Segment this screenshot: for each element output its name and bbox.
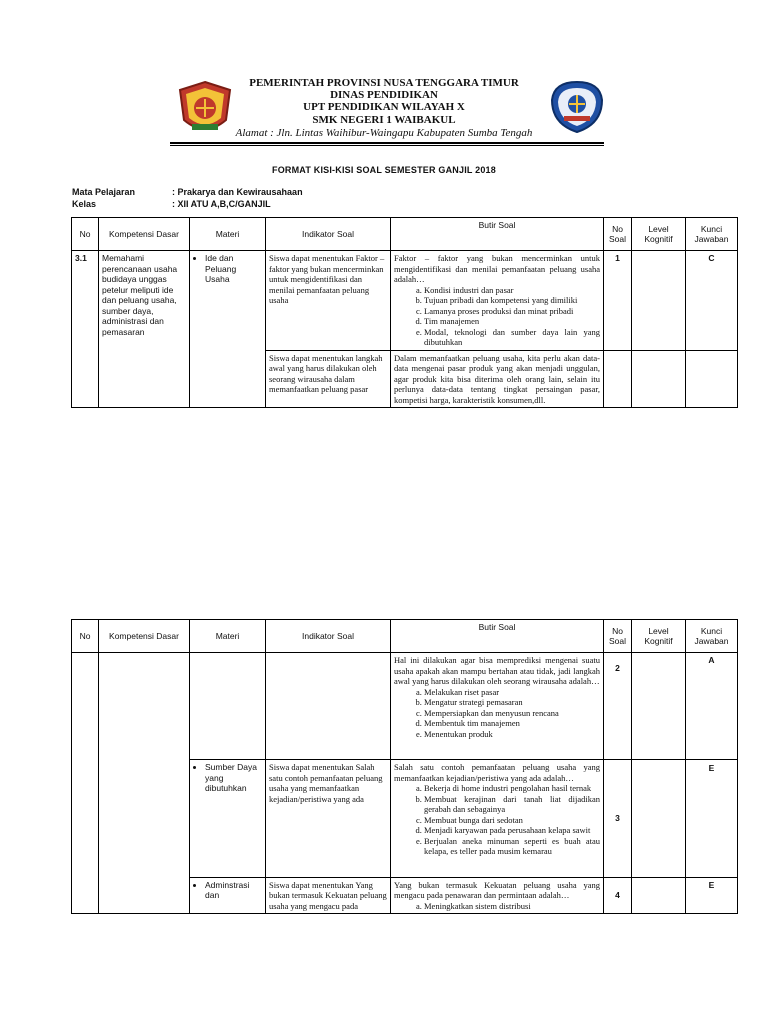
option-d: d. Menjadi karyawan pada perusahaan kelapa sawit xyxy=(424,825,600,836)
subject-value: : Prakarya dan Kewirausahaan xyxy=(172,187,303,197)
row-indikator: Siswa dapat menentukan Faktor – faktor yang bukan mencerminkan untuk mengidentifikasi dan menilai pemanfaatan peluang usaha xyxy=(266,251,391,351)
table-header-row xyxy=(72,218,738,251)
row-kunci: A xyxy=(686,653,738,760)
option-a: a. Melakukan riset pasar xyxy=(424,687,600,698)
option-c: c. Membuat bunga dari sedotan xyxy=(424,815,600,826)
question-stem: Hal ini dilakukan agar bisa memprediksi mengenai suatu usaha apakah akan mampu bertahan atau tidak, jadi langkah awal yang harus dilakukan oleh seorang wirausaha adalah… xyxy=(394,655,600,686)
table-row xyxy=(72,251,738,351)
materi-item: • Adminstrasi dan xyxy=(205,880,262,901)
subject-label: Mata Pelajaran xyxy=(72,187,136,197)
col-no-soal: No Soal xyxy=(604,620,632,653)
col-butir-soal: Butir Soal xyxy=(391,218,604,251)
row-level xyxy=(632,350,686,408)
row-indikator: Siswa dapat menentukan Yang bukan termasuk Kekuatan peluang usaha yang mengacu pada xyxy=(266,877,391,914)
row-no-soal: 4 xyxy=(604,877,632,914)
option-c: c. Mempersiapkan dan menyusun rencana xyxy=(424,708,600,719)
row-level xyxy=(632,251,686,351)
row-level xyxy=(632,653,686,760)
row-indikator: Siswa dapat menentukan langkah awal yang harus dilakukan oleh seorang wirausaha dalam memanfaatkan peluang pasar xyxy=(266,350,391,408)
option-d: d. Membentuk tim manajemen xyxy=(424,718,600,729)
col-level-kognitif: Level Kognitif xyxy=(632,218,686,251)
option-b: b. Tujuan pribadi dan kompetensi yang dimiliki xyxy=(424,295,600,306)
col-level-kognitif: Level Kognitif xyxy=(632,620,686,653)
materi-item: • Ide dan Peluang Usaha xyxy=(205,253,262,285)
header-rule-thin xyxy=(170,145,604,146)
option-e: e. Berjualan aneka minuman seperti es buah atau kelapa, es teller pada musim kemarau xyxy=(424,836,600,857)
col-kunci: Kunci Jawaban xyxy=(686,620,738,653)
row-no-soal: 1 xyxy=(604,251,632,351)
header-address: Alamat : Jln. Lintas Waihibur-Waingapu Kabupaten Sumba Tengah xyxy=(235,127,533,139)
header-unit: UPT PENDIDIKAN WILAYAH X xyxy=(303,101,465,113)
col-kompetensi-dasar: Kompetensi Dasar xyxy=(99,620,190,653)
row-level xyxy=(632,877,686,914)
col-no-soal: No Soal xyxy=(604,218,632,251)
class-label: Kelas xyxy=(72,199,97,209)
option-a: a. Meningkatkan sistem distribusi xyxy=(424,901,600,912)
question-stem: Salah satu contoh pemanfaatan peluang usaha yang memanfaatkan kejadian/peristiwa yang ada adalah… xyxy=(394,762,600,783)
document-title: FORMAT KISI-KISI SOAL SEMESTER GANJIL 2018 xyxy=(272,165,496,175)
option-b: b. Mengatur strategi pemasaran xyxy=(424,697,600,708)
option-e: e. Menentukan produk xyxy=(424,729,600,740)
table-header-row xyxy=(72,620,738,653)
materi-item: • Sumber Daya yang dibutuhkan xyxy=(205,762,262,794)
col-materi: Materi xyxy=(190,218,266,251)
header-school: SMK NEGERI 1 WAIBAKUL xyxy=(312,114,456,126)
option-c: c. Lamanya proses produksi dan minat pribadi xyxy=(424,306,600,317)
question-stem: Yang bukan termasuk Kekuatan peluang usaha yang mengacu pada penawaran dan permintaan adalah… xyxy=(394,879,600,900)
question-stem: Faktor – faktor yang bukan mencerminkan untuk mengidentifikasi dan menilai pemanfaatan peluang usaha adalah… xyxy=(394,253,600,284)
row-level xyxy=(632,760,686,878)
row-no: 3.1 xyxy=(72,251,99,408)
option-b: b. Membuat kerajinan dari tanah liat dijadikan gerabah dan sebagainya xyxy=(424,794,600,815)
row-no-soal: 2 xyxy=(604,653,632,760)
option-a: a. Bekerja di home industri pengolahan hasil ternak xyxy=(424,783,600,794)
header-rule xyxy=(170,142,604,144)
col-kompetensi-dasar: Kompetensi Dasar xyxy=(99,218,190,251)
option-e: e. Modal, teknologi dan sumber daya lain yang dibutuhkan xyxy=(424,327,600,348)
kisi-kisi-table-1 xyxy=(71,217,738,408)
row-no-soal xyxy=(604,350,632,408)
row-no-soal: 3 xyxy=(604,760,632,878)
row-kunci xyxy=(686,350,738,408)
header-department: DINAS PENDIDIKAN xyxy=(330,89,438,101)
col-indikator: Indikator Soal xyxy=(266,620,391,653)
row-indikator: Siswa dapat menentukan Salah satu contoh pemanfaatan peluang usaha yang memanfaatkan kejadian/peristiwa yang ada xyxy=(266,760,391,878)
row-kunci: C xyxy=(686,251,738,351)
class-value: : XII ATU A,B,C/GANJIL xyxy=(172,199,271,209)
col-materi: Materi xyxy=(190,620,266,653)
row-kunci: E xyxy=(686,760,738,878)
kisi-kisi-table-2 xyxy=(71,619,738,914)
option-d: d. Tim manajemen xyxy=(424,316,600,327)
col-no: No xyxy=(72,218,99,251)
row-kunci: E xyxy=(686,877,738,914)
col-butir-soal: Butir Soal xyxy=(391,620,604,653)
header-government: PEMERINTAH PROVINSI NUSA TENGGARA TIMUR xyxy=(249,77,519,89)
col-no: No xyxy=(72,620,99,653)
option-a: a. Kondisi industri dan pasar xyxy=(424,285,600,296)
col-kunci: Kunci Jawaban xyxy=(686,218,738,251)
table-row xyxy=(72,653,738,760)
col-indikator: Indikator Soal xyxy=(266,218,391,251)
row-kd: Memahami perencanaan usaha budidaya unggas petelur meliputi ide dan peluang usaha, sumber daya, administrasi dan pemasaran xyxy=(99,251,190,408)
question-stem: Dalam memanfaatkan peluang usaha, kita perlu akan data-data mengenai pasar produk yang akan menjadi unggulan, agar produk kita bisa diterima oleh orang lain, selain itu perlunya data-data tentang tingkat persaingan pasar, kompetisi harga, karakteristik konsumen,dll. xyxy=(391,350,604,408)
